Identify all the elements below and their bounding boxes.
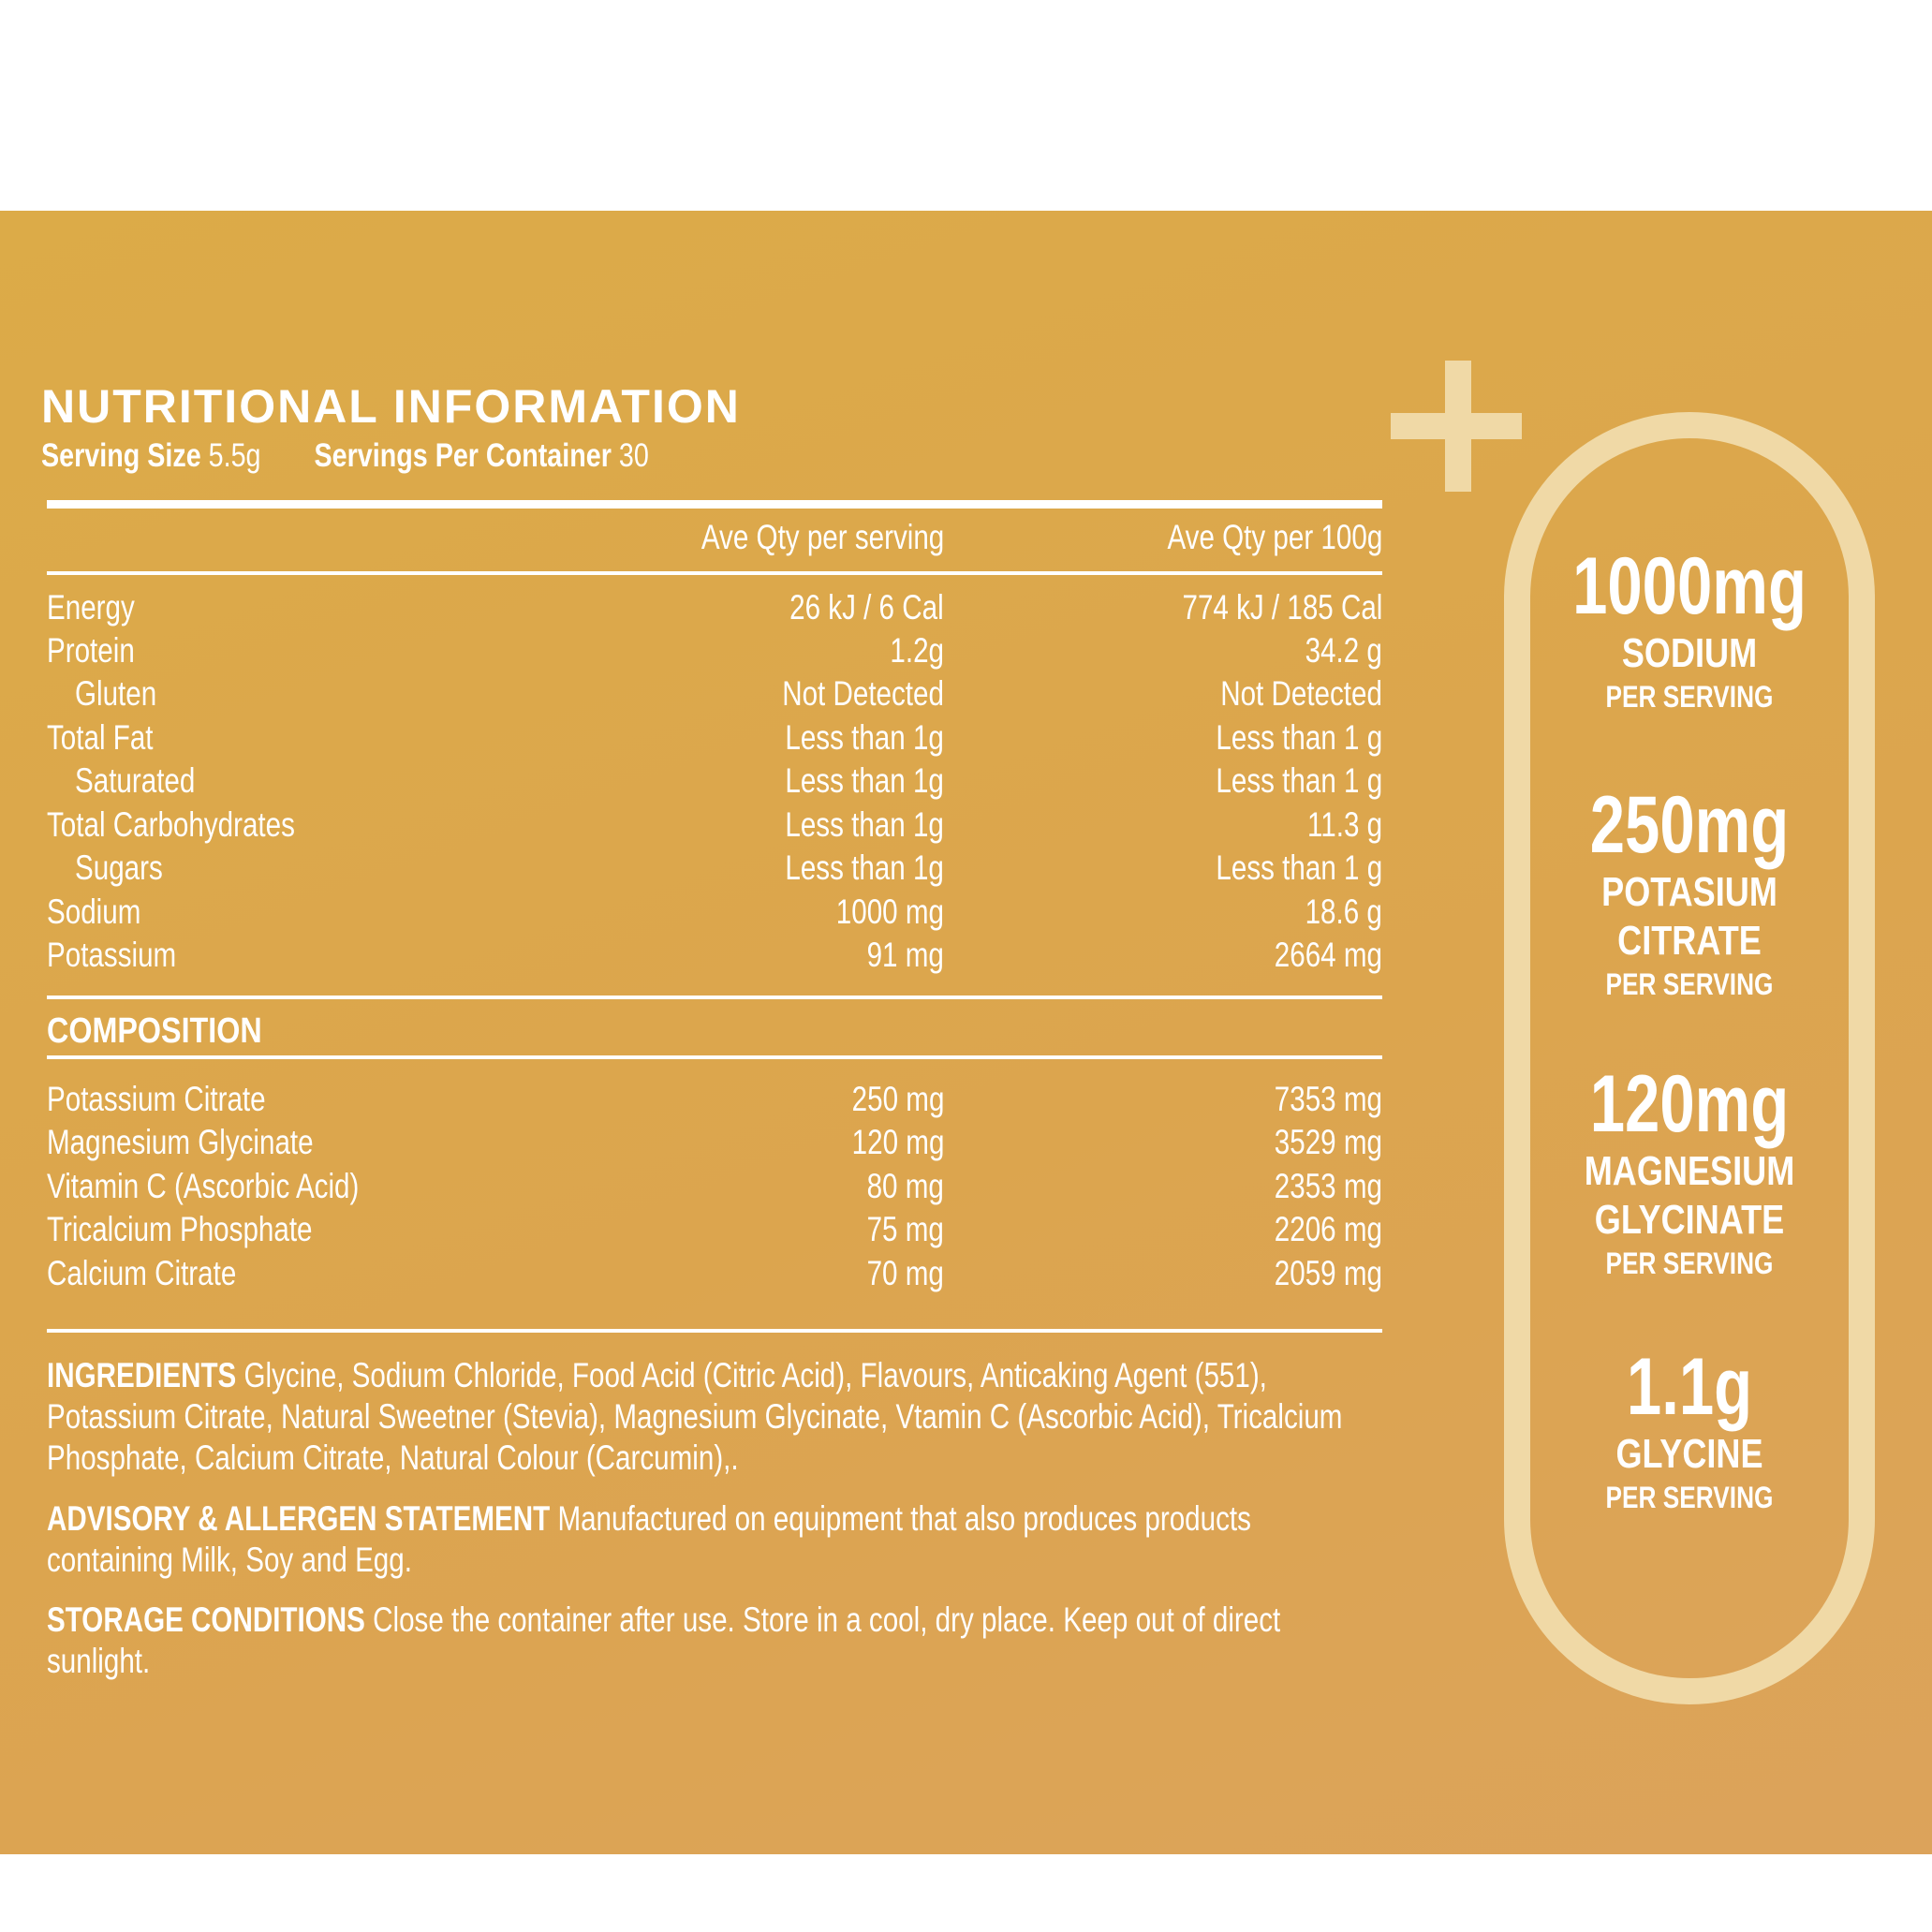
advisory-text: Manufactured on equipment that also produces products containing Milk, Soy and Egg. [47,1499,1251,1579]
row-per-serving: Less than 1g [785,848,944,887]
table-row [47,1123,1382,1166]
highlight-per: PER SERVING [1605,967,1774,1001]
row-name: Total Fat [47,718,154,757]
highlight-per: PER SERVING [1605,680,1774,714]
serving-size-value: 5.5g [208,437,261,474]
row-name: Sodium [47,892,141,931]
composition-heading: COMPOSITION [47,1011,262,1051]
row-per-100g: 2353 mg [1274,1167,1382,1205]
highlight-per: PER SERVING [1605,1481,1774,1514]
row-name: Potassium [47,936,177,974]
row-per-serving: 120 mg [851,1123,944,1161]
table-row [47,892,1382,936]
table-header [47,518,1382,561]
servings-per-container-label: Servings Per Container [314,437,612,474]
row-per-serving: 26 kJ / 6 Cal [789,588,944,627]
row-per-serving: Less than 1g [785,761,944,800]
row-per-100g: Less than 1 g [1216,718,1382,757]
row-per-serving: 250 mg [851,1080,944,1118]
row-name: Calcium Citrate [47,1254,237,1292]
row-per-serving: 70 mg [866,1254,944,1292]
table-row [47,761,1382,804]
row-per-100g: 2664 mg [1274,936,1382,974]
divider [47,500,1382,509]
page-title: NUTRITIONAL INFORMATION [41,380,741,433]
highlight-magnesium-glycinate [1504,1061,1875,1282]
row-name: Energy [47,588,135,627]
row-per-100g: Less than 1 g [1216,761,1382,800]
row-per-100g: 11.3 g [1306,805,1382,844]
serving-size-label: Serving Size [41,437,201,474]
table-row [47,588,1382,631]
highlight-amount: 120mg [1589,1059,1790,1149]
table-row [47,805,1382,848]
row-per-100g: 2059 mg [1274,1254,1382,1292]
row-name: Gluten [75,674,157,713]
ingredients-label: INGREDIENTS [47,1356,237,1394]
row-name: Protein [47,631,135,670]
row-per-100g: 2206 mg [1274,1210,1382,1248]
col-header-per-serving: Ave Qty per serving [701,518,944,556]
row-per-100g: Less than 1 g [1216,848,1382,887]
highlight-per: PER SERVING [1605,1246,1774,1280]
divider [47,995,1382,999]
row-per-serving: Less than 1g [785,805,944,844]
highlight-glycine [1504,1344,1875,1516]
table-row [47,936,1382,979]
advisory-statement [47,1498,1365,1581]
ingredients-statement [47,1355,1365,1479]
row-per-100g: 3529 mg [1274,1123,1382,1161]
highlight-amount: 250mg [1589,780,1790,870]
table-row [47,718,1382,761]
storage-label: STORAGE CONDITIONS [47,1600,365,1639]
table-row [47,1167,1382,1210]
row-per-serving: 1.2g [890,631,944,670]
table-row [47,674,1382,717]
highlight-amount: 1000mg [1572,541,1807,631]
highlight-name: GLYCINE [1615,1431,1763,1477]
row-per-100g: 774 kJ / 185 Cal [1182,588,1382,627]
row-per-100g: 34.2 g [1305,631,1382,670]
highlight-name: CITRATE [1617,918,1762,964]
row-name: Sugars [75,848,163,887]
storage-text: Close the container after use. Store in a cool, dry place. Keep out of direct sunlight. [47,1600,1281,1680]
ingredients-text: Glycine, Sodium Chloride, Food Acid (Citric Acid), Flavours, Anticaking Agent (551), Potassium Citrate, Natural Sweetner (Stevia), Magnesium Glycinate, Vtamin C (Ascorbic Acid), Tricalcium Phosphate, Calcium Citrate, Natural Colour (Carcumin),. [47,1356,1343,1477]
storage-statement [47,1600,1365,1682]
highlight-name: SODIUM [1621,630,1758,676]
highlight-potassium-citrate [1504,782,1875,1003]
row-name: Tricalcium Phosphate [47,1210,313,1248]
row-per-serving: Less than 1g [785,718,944,757]
row-per-serving: 91 mg [866,936,944,974]
row-name: Magnesium Glycinate [47,1123,314,1161]
col-header-per-100g: Ave Qty per 100g [1167,518,1382,556]
plus-icon-bar [1391,413,1522,439]
divider [47,1055,1382,1059]
row-name: Total Carbohydrates [47,805,295,844]
row-per-serving: 80 mg [866,1167,944,1205]
table-row [47,1210,1382,1253]
row-per-100g: Not Detected [1220,674,1382,713]
row-name: Potassium Citrate [47,1080,266,1118]
highlight-name: POTASIUM [1601,869,1777,915]
highlight-name: GLYCINATE [1594,1197,1785,1243]
divider [47,1329,1382,1333]
row-name: Vitamin C (Ascorbic Acid) [47,1167,360,1205]
divider [47,571,1382,575]
advisory-label: ADVISORY & ALLERGEN STATEMENT [47,1499,551,1538]
row-per-serving: 1000 mg [835,892,944,931]
highlight-amount: 1.1g [1626,1342,1753,1432]
table-row [47,1080,1382,1123]
servings-per-container-value: 30 [618,437,649,474]
row-per-serving: 75 mg [866,1210,944,1248]
row-name: Saturated [75,761,196,800]
table-row [47,848,1382,892]
row-per-100g: 7353 mg [1274,1080,1382,1118]
serving-info [41,437,649,475]
table-row [47,631,1382,674]
table-row [47,1254,1382,1297]
highlight-sodium [1504,543,1875,715]
row-per-serving: Not Detected [782,674,944,713]
highlight-name: MAGNESIUM [1584,1148,1795,1194]
row-per-100g: 18.6 g [1305,892,1382,931]
